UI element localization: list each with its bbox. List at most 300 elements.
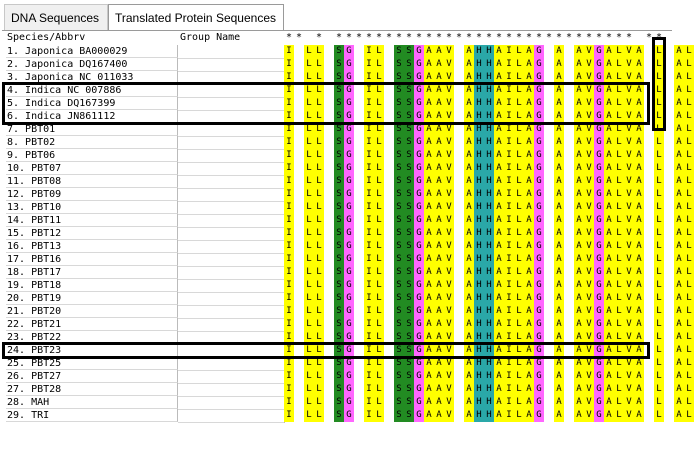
residue-cell: S xyxy=(394,318,404,331)
residue-cell: I xyxy=(284,292,294,305)
residue-cell: L xyxy=(514,45,524,58)
residue-cell: A xyxy=(674,214,684,227)
residue-cell xyxy=(294,305,304,318)
residue-cell: G xyxy=(594,305,604,318)
residue-cell: A xyxy=(424,370,434,383)
species-column-header[interactable]: Species/Abbrv xyxy=(7,32,86,43)
residue-cell: A xyxy=(634,71,644,84)
residue-cell: G xyxy=(414,214,424,227)
residue-cell xyxy=(454,175,464,188)
residue-cell: L xyxy=(304,110,314,123)
residue-cell: L xyxy=(314,123,324,136)
group-name-cell[interactable] xyxy=(178,370,285,384)
residue-cell xyxy=(564,149,574,162)
table-row[interactable] xyxy=(6,240,692,253)
species-name: 7. PBT01 xyxy=(6,123,178,136)
residue-cell xyxy=(294,175,304,188)
residue-cell: A xyxy=(574,396,584,409)
residue-cell xyxy=(454,45,464,58)
table-row[interactable] xyxy=(6,331,692,344)
residue-cell: S xyxy=(394,175,404,188)
residue-cell: L xyxy=(314,201,324,214)
table-row[interactable] xyxy=(6,214,692,227)
group-name-cell[interactable] xyxy=(178,357,285,371)
residue-cell: A xyxy=(434,84,444,97)
group-name-cell[interactable] xyxy=(178,227,285,241)
residue-cell: S xyxy=(404,240,414,253)
group-name-cell[interactable] xyxy=(178,214,285,228)
residue-cell: A xyxy=(434,227,444,240)
residue-cell: A xyxy=(674,201,684,214)
table-row[interactable] xyxy=(6,162,692,175)
residue-cell: G xyxy=(344,396,354,409)
conservation-mark: * xyxy=(495,32,503,43)
residue-cell: A xyxy=(604,292,614,305)
residue-cell: I xyxy=(364,136,374,149)
residue-cell: S xyxy=(394,344,404,357)
residue-cell: H xyxy=(474,240,484,253)
residue-cell: I xyxy=(364,331,374,344)
residue-cell: L xyxy=(654,149,664,162)
residue-cell: L xyxy=(374,110,384,123)
tab-dna-sequences[interactable]: DNA Sequences xyxy=(4,4,108,30)
residue-cell xyxy=(564,84,574,97)
table-row[interactable] xyxy=(6,110,692,123)
table-row[interactable] xyxy=(6,396,692,409)
group-name-cell[interactable] xyxy=(178,45,285,59)
residue-cell: A xyxy=(464,214,474,227)
residue-cell: G xyxy=(344,266,354,279)
residue-cell: A xyxy=(634,149,644,162)
residue-cell: G xyxy=(414,110,424,123)
conservation-mark: * xyxy=(435,32,443,43)
residue-cell: A xyxy=(524,292,534,305)
residue-cell: V xyxy=(444,383,454,396)
residue-cell xyxy=(644,136,654,149)
residue-cell: L xyxy=(654,409,664,422)
group-name-cell[interactable] xyxy=(178,266,285,280)
residue-cell xyxy=(544,188,554,201)
residue-cell: A xyxy=(574,318,584,331)
residue-cell: S xyxy=(334,331,344,344)
residue-cell: A xyxy=(494,370,504,383)
residue-cell: H xyxy=(474,370,484,383)
residue-cell: I xyxy=(364,409,374,422)
group-name-cell[interactable] xyxy=(178,175,285,189)
residue-cell: L xyxy=(374,396,384,409)
group-name-cell[interactable] xyxy=(178,279,285,293)
residue-cell: H xyxy=(484,344,494,357)
residue-cell: L xyxy=(314,136,324,149)
residue-cell: A xyxy=(524,214,534,227)
residue-cell: L xyxy=(684,136,694,149)
residue-cell xyxy=(664,71,674,84)
residue-cell: G xyxy=(594,97,604,110)
residue-cell: L xyxy=(304,214,314,227)
species-name: 24. PBT23 xyxy=(6,344,178,357)
residue-cell xyxy=(354,344,364,357)
species-name: 22. PBT21 xyxy=(6,318,178,331)
residue-cell: A xyxy=(674,45,684,58)
residue-cell: G xyxy=(414,409,424,422)
group-name-cell[interactable] xyxy=(178,318,285,332)
residue-cell xyxy=(384,383,394,396)
residue-cell: A xyxy=(674,344,684,357)
residue-cell: L xyxy=(304,175,314,188)
residue-cell: L xyxy=(374,383,384,396)
residue-cell: A xyxy=(494,201,504,214)
residue-cell: H xyxy=(474,318,484,331)
species-name: 2. Japonica DQ167400 xyxy=(6,58,178,71)
residue-cell: S xyxy=(394,84,404,97)
residue-cell: G xyxy=(414,45,424,58)
residue-cell: L xyxy=(684,110,694,123)
residue-cell: A xyxy=(424,357,434,370)
residue-cell xyxy=(544,84,554,97)
residue-cell: A xyxy=(554,344,564,357)
group-name-cell[interactable] xyxy=(178,110,285,124)
residue-cell xyxy=(644,97,654,110)
residue-cell: S xyxy=(404,370,414,383)
residue-cell: A xyxy=(524,409,534,422)
group-name-cell[interactable] xyxy=(178,344,285,358)
residue-cell: L xyxy=(684,318,694,331)
residue-cell: A xyxy=(604,188,614,201)
residue-cell xyxy=(294,110,304,123)
table-row[interactable] xyxy=(6,201,692,214)
residue-cell: S xyxy=(404,396,414,409)
residue-cell: A xyxy=(604,279,614,292)
table-row[interactable] xyxy=(6,357,692,370)
residue-cell xyxy=(354,214,364,227)
residue-cell: L xyxy=(684,266,694,279)
species-name: 3. Japonica NC 011033 xyxy=(6,71,178,84)
residue-cell: G xyxy=(594,175,604,188)
residue-cell: A xyxy=(434,331,444,344)
residue-cell: L xyxy=(614,370,624,383)
residue-cell: I xyxy=(364,279,374,292)
residue-cell xyxy=(544,305,554,318)
residue-cell: I xyxy=(504,214,514,227)
table-row[interactable] xyxy=(6,175,692,188)
residue-cell xyxy=(664,396,674,409)
residue-cell: A xyxy=(634,253,644,266)
residue-cell: A xyxy=(464,331,474,344)
residue-cell: G xyxy=(534,45,544,58)
group-column-header[interactable]: Group Name xyxy=(180,32,241,43)
residue-cell xyxy=(294,292,304,305)
residue-cell: A xyxy=(554,123,564,136)
table-row[interactable] xyxy=(6,58,692,71)
residue-cell: A xyxy=(604,201,614,214)
residue-cell: A xyxy=(524,136,534,149)
residue-cell: L xyxy=(374,227,384,240)
residue-cell: V xyxy=(584,123,594,136)
table-row[interactable] xyxy=(6,71,692,84)
residue-cell xyxy=(644,266,654,279)
residue-cell xyxy=(454,84,464,97)
residue-cell: A xyxy=(554,227,564,240)
residue-cell xyxy=(294,409,304,422)
table-row[interactable] xyxy=(6,279,692,292)
residue-cell xyxy=(384,71,394,84)
residue-cell: L xyxy=(654,266,664,279)
group-name-cell[interactable] xyxy=(178,396,285,410)
residue-cell xyxy=(384,188,394,201)
residue-cell: L xyxy=(514,240,524,253)
residue-cell: G xyxy=(414,279,424,292)
residue-cell: H xyxy=(474,175,484,188)
table-row[interactable] xyxy=(6,227,692,240)
residue-cell: L xyxy=(304,370,314,383)
residue-cell: V xyxy=(624,331,634,344)
table-row[interactable] xyxy=(6,84,692,97)
residue-cell xyxy=(384,357,394,370)
residue-cell: A xyxy=(464,253,474,266)
residue-cell xyxy=(544,162,554,175)
residue-cell xyxy=(354,175,364,188)
residue-cell xyxy=(354,136,364,149)
residue-cell xyxy=(544,253,554,266)
residue-cell: L xyxy=(654,214,664,227)
residue-cell: L xyxy=(654,175,664,188)
table-row[interactable] xyxy=(6,123,692,136)
group-name-cell[interactable] xyxy=(178,97,285,111)
residue-cell: A xyxy=(494,71,504,84)
residue-cell: L xyxy=(654,357,664,370)
residue-cell: I xyxy=(364,240,374,253)
residue-cell: A xyxy=(464,344,474,357)
residue-cell: A xyxy=(434,240,444,253)
group-name-cell[interactable] xyxy=(178,123,285,137)
group-name-cell[interactable] xyxy=(178,71,285,85)
residue-cell: H xyxy=(474,331,484,344)
residue-cell xyxy=(544,357,554,370)
residue-cell: L xyxy=(514,149,524,162)
table-row[interactable] xyxy=(6,188,692,201)
residue-cell: A xyxy=(634,266,644,279)
species-name: 17. PBT16 xyxy=(6,253,178,266)
residue-cell: L xyxy=(684,279,694,292)
residue-cell: I xyxy=(504,123,514,136)
residue-cell: A xyxy=(434,409,444,422)
conservation-mark: * xyxy=(465,32,473,43)
residue-cell: A xyxy=(424,110,434,123)
residue-cell xyxy=(544,97,554,110)
residue-cell: I xyxy=(284,58,294,71)
residue-cell: L xyxy=(304,396,314,409)
residue-cell: G xyxy=(594,344,604,357)
table-row[interactable] xyxy=(6,149,692,162)
residue-cell xyxy=(294,370,304,383)
residue-cell: S xyxy=(394,136,404,149)
group-name-cell[interactable] xyxy=(178,201,285,215)
residue-cell xyxy=(644,305,654,318)
residue-cell: S xyxy=(404,97,414,110)
residue-cell: L xyxy=(304,97,314,110)
residue-cell: A xyxy=(464,357,474,370)
residue-cell xyxy=(324,344,334,357)
residue-cell: A xyxy=(604,240,614,253)
group-name-cell[interactable] xyxy=(178,58,285,72)
residue-cell: S xyxy=(394,292,404,305)
residue-cell: G xyxy=(594,318,604,331)
residue-cell: L xyxy=(514,58,524,71)
residue-cell: A xyxy=(424,45,434,58)
residue-cell xyxy=(564,370,574,383)
residue-cell: L xyxy=(614,318,624,331)
residue-cell: L xyxy=(684,45,694,58)
residue-cell: L xyxy=(614,383,624,396)
residue-cell xyxy=(294,383,304,396)
residue-cell xyxy=(324,123,334,136)
residue-cell: A xyxy=(434,344,444,357)
table-row[interactable] xyxy=(6,305,692,318)
residue-cell: L xyxy=(654,292,664,305)
residue-cell: A xyxy=(554,162,564,175)
table-row[interactable] xyxy=(6,97,692,110)
residue-cell: G xyxy=(344,123,354,136)
residue-cell xyxy=(544,266,554,279)
residue-cell: G xyxy=(414,149,424,162)
group-name-cell[interactable] xyxy=(178,409,285,423)
table-row[interactable] xyxy=(6,318,692,331)
residue-cell xyxy=(644,292,654,305)
residue-cell: A xyxy=(674,292,684,305)
species-name: 27. PBT28 xyxy=(6,383,178,396)
residue-cell: S xyxy=(404,344,414,357)
residue-cell: L xyxy=(654,318,664,331)
residue-cell: H xyxy=(474,253,484,266)
residue-cell xyxy=(664,214,674,227)
residue-cell: G xyxy=(414,266,424,279)
residue-cell: S xyxy=(334,84,344,97)
species-name: 23. PBT22 xyxy=(6,331,178,344)
residue-cell xyxy=(544,318,554,331)
table-row[interactable] xyxy=(6,45,692,58)
group-name-cell[interactable] xyxy=(178,253,285,267)
residue-cell: V xyxy=(584,188,594,201)
residue-cell: G xyxy=(594,201,604,214)
residue-cell xyxy=(664,136,674,149)
group-name-cell[interactable] xyxy=(178,305,285,319)
residue-cell: G xyxy=(414,162,424,175)
group-name-cell[interactable] xyxy=(178,240,285,254)
residue-cell: V xyxy=(584,318,594,331)
table-row[interactable] xyxy=(6,136,692,149)
residue-cell: G xyxy=(344,162,354,175)
residue-cell: S xyxy=(394,201,404,214)
table-row[interactable] xyxy=(6,253,692,266)
group-name-cell[interactable] xyxy=(178,84,285,98)
residue-cell: G xyxy=(534,331,544,344)
residue-cell: I xyxy=(504,71,514,84)
table-row[interactable] xyxy=(6,383,692,396)
conservation-mark: * xyxy=(445,32,453,43)
residue-cell: H xyxy=(484,188,494,201)
residue-cell: I xyxy=(284,97,294,110)
residue-cell xyxy=(324,292,334,305)
residue-cell: A xyxy=(464,370,474,383)
residue-cell: L xyxy=(514,409,524,422)
residue-cell: L xyxy=(374,71,384,84)
residue-cell: A xyxy=(464,84,474,97)
residue-cell: H xyxy=(474,344,484,357)
residue-cell: L xyxy=(614,357,624,370)
residue-cell: A xyxy=(634,331,644,344)
residue-cell: S xyxy=(334,201,344,214)
residue-cell: I xyxy=(364,383,374,396)
residue-cell xyxy=(384,240,394,253)
residue-cell: A xyxy=(494,357,504,370)
table-row[interactable] xyxy=(6,266,692,279)
residue-cell: A xyxy=(604,331,614,344)
residue-cell: G xyxy=(534,292,544,305)
residue-cell xyxy=(664,331,674,344)
group-name-cell[interactable] xyxy=(178,162,285,176)
residue-cell xyxy=(324,409,334,422)
residue-cell: H xyxy=(484,123,494,136)
group-name-cell[interactable] xyxy=(178,383,285,397)
residue-cell: G xyxy=(414,175,424,188)
residue-cell xyxy=(384,84,394,97)
species-name: 28. MAH xyxy=(6,396,178,409)
group-name-cell[interactable] xyxy=(178,149,285,163)
tab-translated-protein-sequences[interactable]: Translated Protein Sequences xyxy=(108,4,284,30)
residue-cell xyxy=(354,240,364,253)
residue-cell: L xyxy=(304,162,314,175)
residue-cell xyxy=(324,383,334,396)
residue-cell: G xyxy=(414,357,424,370)
residue-cell: A xyxy=(604,266,614,279)
residue-cell: L xyxy=(514,266,524,279)
group-name-cell[interactable] xyxy=(178,188,285,202)
residue-cell xyxy=(664,84,674,97)
residue-cell xyxy=(294,188,304,201)
group-name-cell[interactable] xyxy=(178,292,285,306)
residue-cell xyxy=(544,214,554,227)
residue-cell: A xyxy=(554,409,564,422)
species-name: 13. PBT10 xyxy=(6,201,178,214)
residue-cell: A xyxy=(604,318,614,331)
residue-cell: L xyxy=(314,71,324,84)
table-row[interactable] xyxy=(6,409,692,422)
residue-cell: A xyxy=(524,370,534,383)
residue-cell: H xyxy=(484,97,494,110)
table-row[interactable] xyxy=(6,344,692,357)
residue-cell: G xyxy=(414,123,424,136)
residue-cell xyxy=(644,409,654,422)
residue-cell: S xyxy=(404,409,414,422)
group-name-cell[interactable] xyxy=(178,331,285,345)
residue-cell: V xyxy=(584,214,594,227)
residue-cell: L xyxy=(374,162,384,175)
group-name-cell[interactable] xyxy=(178,136,285,150)
residue-cell: V xyxy=(444,175,454,188)
residue-cell xyxy=(294,318,304,331)
residue-cell: A xyxy=(424,279,434,292)
residue-cell: S xyxy=(334,383,344,396)
residue-cell: A xyxy=(424,136,434,149)
residue-cell: L xyxy=(374,292,384,305)
residue-cell: A xyxy=(464,162,474,175)
residue-cell: A xyxy=(554,214,564,227)
residue-cell: V xyxy=(624,383,634,396)
residue-cell: V xyxy=(444,188,454,201)
table-row[interactable] xyxy=(6,370,692,383)
table-row[interactable] xyxy=(6,292,692,305)
residue-cell: L xyxy=(684,253,694,266)
